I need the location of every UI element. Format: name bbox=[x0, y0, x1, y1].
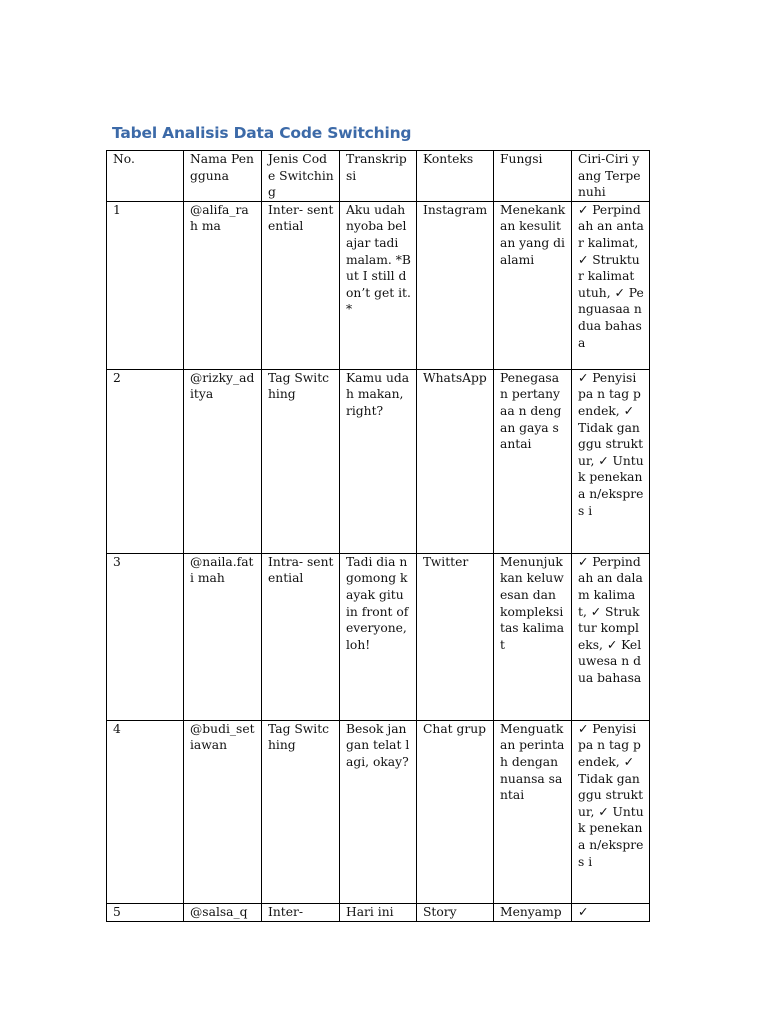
table-header-row bbox=[107, 151, 650, 202]
cell-jenis: Tag Switching bbox=[262, 369, 340, 553]
table-row bbox=[107, 903, 650, 921]
table-row bbox=[107, 369, 650, 553]
cell-fungsi: Menekank an kesulitan yang dialami bbox=[494, 201, 572, 369]
cell-no: 5 bbox=[107, 903, 184, 921]
code-switching-table bbox=[106, 150, 650, 922]
cell-ciri-ciri: ✓ bbox=[572, 903, 650, 921]
cell-nama-pengguna: @salsa_q bbox=[184, 903, 262, 921]
cell-fungsi: Penegasan pertanyaa n dengan gaya santai bbox=[494, 369, 572, 553]
header-jenis-code-switching: Jenis Code Switching bbox=[262, 151, 340, 202]
cell-transkripsi: Aku udah nyoba belajar tadi malam. *But I still don’t get it.* bbox=[340, 201, 417, 369]
cell-no: 1 bbox=[107, 201, 184, 369]
cell-ciri-ciri: ✓ Perpindah an dalam kalimat, ✓ Struktur kompleks, ✓ Keluwesa n dua bahasa bbox=[572, 553, 650, 720]
cell-transkripsi: Kamu udah makan, right? bbox=[340, 369, 417, 553]
table-row bbox=[107, 201, 650, 369]
cell-ciri-ciri: ✓ Penyisipa n tag pendek, ✓ Tidak ganggu struktur, ✓ Untuk penekana n/ekspres i bbox=[572, 720, 650, 903]
cell-jenis: Inter- sentential bbox=[262, 201, 340, 369]
cell-konteks: WhatsApp bbox=[417, 369, 494, 553]
cell-transkripsi: Hari ini bbox=[340, 903, 417, 921]
cell-konteks: Twitter bbox=[417, 553, 494, 720]
cell-konteks: Story bbox=[417, 903, 494, 921]
cell-konteks: Chat grup bbox=[417, 720, 494, 903]
header-no: No. bbox=[107, 151, 184, 202]
cell-jenis: Tag Switching bbox=[262, 720, 340, 903]
cell-jenis: Intra- sentential bbox=[262, 553, 340, 720]
cell-ciri-ciri: ✓ Perpindah an antar kalimat, ✓ Struktur kalimat utuh, ✓ Penguasaa n dua bahasa bbox=[572, 201, 650, 369]
cell-jenis: Inter- bbox=[262, 903, 340, 921]
cell-konteks: Instagram bbox=[417, 201, 494, 369]
header-ciri-ciri: Ciri-Ciri yang Terpenuhi bbox=[572, 151, 650, 202]
cell-nama-pengguna: @alifa_rah ma bbox=[184, 201, 262, 369]
table-row bbox=[107, 720, 650, 903]
cell-no: 4 bbox=[107, 720, 184, 903]
cell-fungsi: Menunjuk kan keluwesan dan kompleksi tas kalimat bbox=[494, 553, 572, 720]
document-title: Tabel Analisis Data Code Switching bbox=[112, 124, 412, 142]
cell-nama-pengguna: @rizky_ad itya bbox=[184, 369, 262, 553]
cell-no: 2 bbox=[107, 369, 184, 553]
cell-nama-pengguna: @budi_set iawan bbox=[184, 720, 262, 903]
header-transkripsi: Transkrip si bbox=[340, 151, 417, 202]
cell-transkripsi: Besok jangan telat lagi, okay? bbox=[340, 720, 417, 903]
cell-transkripsi: Tadi dia ngomong kayak gitu in front of everyone, loh! bbox=[340, 553, 417, 720]
cell-fungsi: Menyamp bbox=[494, 903, 572, 921]
table-row bbox=[107, 553, 650, 720]
cell-ciri-ciri: ✓ Penyisipa n tag pendek, ✓ Tidak ganggu struktur, ✓ Untuk penekana n/ekspres i bbox=[572, 369, 650, 553]
header-fungsi: Fungsi bbox=[494, 151, 572, 202]
header-konteks: Konteks bbox=[417, 151, 494, 202]
header-nama-pengguna: Nama Pengguna bbox=[184, 151, 262, 202]
cell-no: 3 bbox=[107, 553, 184, 720]
cell-fungsi: Menguatk an perintah dengan nuansa santai bbox=[494, 720, 572, 903]
cell-nama-pengguna: @naila.fati mah bbox=[184, 553, 262, 720]
